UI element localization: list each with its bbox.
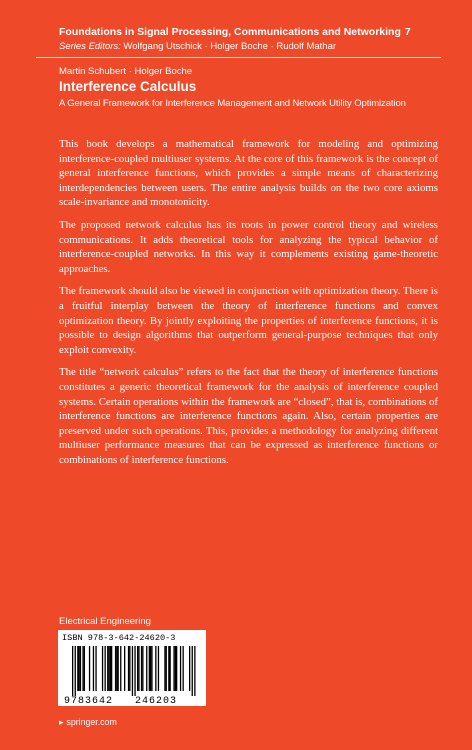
barcode-bar (189, 646, 190, 691)
publisher-link[interactable] (59, 717, 117, 728)
barcode-bar (107, 646, 108, 691)
barcode-bar (124, 646, 125, 691)
series-editors-label: Series Editors: (59, 41, 121, 52)
barcode-digit-prefix: 9 (64, 696, 71, 706)
blurb-paragraph: This book develops a mathematical framework for modeling and optimizing interference-coupled multiuser systems. At the core of this framework is the concept of general interference functions, which provides a simple means of characterizing interdependencies between users. The entire analysis builds on the two core axioms scale-invariance and monotonicity. (59, 138, 438, 209)
barcode-bar (75, 646, 76, 696)
barcode-bar (166, 646, 167, 691)
series-title (59, 26, 411, 38)
book-authors: Martin Schubert · Holger Boche (59, 66, 193, 77)
blurb-paragraph: The framework should also be viewed in conjunction with optimization theory. There is a fruitful interplay between the theory of interference functions and convex optimization theory. By jointly exploiting the properties of interference functions, it is possible to design algorithms that outperform general-purpose techniques that only exploit convexity. (59, 285, 438, 356)
barcode-bar (134, 646, 135, 696)
isbn-barcode (58, 630, 206, 706)
barcode-bar (93, 646, 94, 691)
barcode-bar (138, 646, 139, 691)
barcode-bar (158, 646, 159, 691)
barcode-bar (170, 646, 171, 691)
barcode-bar (111, 646, 112, 691)
subject-category: Electrical Engineering (59, 616, 151, 627)
barcode-bar (183, 646, 184, 691)
series-editors-names: Wolfgang Utschick · Holger Boche · Rudolf Mathar (123, 41, 337, 52)
barcode-bar (155, 646, 156, 691)
barcode-bar (142, 646, 143, 691)
barcode-bar (115, 646, 116, 691)
barcode-bar (77, 646, 78, 691)
divider-rule (36, 57, 441, 58)
barcode-bar (164, 646, 165, 691)
barcode-bar (149, 646, 150, 691)
series-name: Foundations in Signal Processing, Communications and Networking (59, 26, 401, 38)
barcode-bar (194, 646, 195, 696)
barcode-bar (95, 646, 96, 691)
barcode-bar (175, 646, 176, 691)
barcode-bar (116, 646, 117, 691)
series-number: 7 (404, 26, 411, 38)
barcode-bar (80, 646, 81, 691)
barcode-bar (180, 646, 181, 691)
barcode-digits-left: 783642 (70, 696, 114, 706)
barcode-bar (192, 646, 193, 696)
barcode-bar (132, 646, 133, 696)
blurb-paragraph: The title “network calculus” refers to the fact that the theory of interference functions constitutes a generic theoretical framework for the analysis of interference coupled systems. Certain operations within the framework are “closed”, that is, combinations of interference functions are interference functions again. Also, certain properties are preserved under such operations. This, provides a methodology for analyzing different multiuser performance measures that can be expressed as interference functions or combinations of interference functions. (59, 366, 438, 466)
barcode-bar (128, 646, 129, 691)
barcode-bar (168, 646, 169, 691)
barcode-bar (137, 646, 138, 691)
back-cover-blurb (59, 137, 438, 475)
barcode-bar (129, 646, 130, 691)
barcode-bar (120, 646, 121, 691)
barcode-bar (102, 646, 103, 691)
barcode-bar (110, 646, 111, 691)
barcode-bar (84, 646, 85, 691)
barcode-bar (146, 646, 147, 691)
barcode-bar (105, 646, 106, 691)
book-subtitle: A General Framework for Interference Management and Network Utility Optimization (59, 98, 406, 109)
barcode-bar (151, 646, 152, 691)
barcode-bar (176, 646, 177, 691)
barcode-digits-right: 246203 (134, 696, 178, 706)
barcode-bar (72, 646, 73, 696)
barcode-bar (150, 646, 151, 691)
barcode-bar (118, 646, 119, 691)
barcode-bar (108, 646, 109, 691)
book-title: Interference Calculus (59, 79, 197, 94)
barcode-bar (173, 646, 174, 691)
blurb-paragraph: The proposed network calculus has its roots in power control theory and wireless communications. It adds theoretical tools for analyzing the typical behavior of interference-coupled networks. In this way it complements existing game-theoretic approaches. (59, 218, 438, 275)
series-editors (59, 41, 336, 52)
isbn-text: ISBN 978-3-642-24620-3 (62, 633, 176, 643)
barcode-bar (82, 646, 83, 691)
barcode-bar (79, 646, 80, 691)
barcode-bar (141, 646, 142, 691)
barcode-graphic (58, 630, 206, 706)
publisher-url: springer.com (66, 717, 117, 727)
barcode-bar (89, 646, 90, 691)
arrow-icon: ▸ (59, 717, 64, 727)
